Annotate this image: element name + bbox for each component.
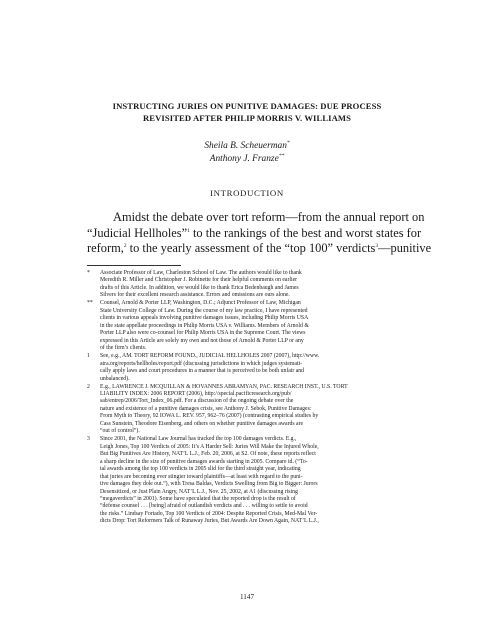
footnote xyxy=(87,300,419,352)
footnote-mark[interactable]: ** xyxy=(278,152,285,159)
footnote-line: nature and existence of a punitive damages crisis, see Anthony J. Sebok, Punitive Damages: xyxy=(100,405,312,412)
footnote-line: that juries are becoming ever stingier toward plaintiffs—at least with regard to the puni- xyxy=(100,473,303,480)
footnote-line: dicts Drop: Tort Reformers Talk of Runaway Juries, But Awards Are Down Again, NAT’L L.J., xyxy=(100,518,319,525)
title-line: INSTRUCTING JURIES ON PUNITIVE DAMAGES: DUE PROCESS xyxy=(112,101,382,111)
title-line: REVISITED AFTER PHILIP MORRIS V. WILLIAMS xyxy=(142,113,351,123)
article-title xyxy=(60,100,434,124)
footnote-line: “out of control”). xyxy=(100,428,140,435)
footnote-marker: 1 xyxy=(87,353,90,360)
body-line: reform,$^2$ to the yearly assessment of the “top 100” verdicts$^3$—punitive xyxy=(87,241,432,255)
footnote-line: cally apply laws and court procedures in a manner that is perceived to be both unfair and xyxy=(100,368,305,375)
author-name: Anthony J. Franze** xyxy=(209,152,285,164)
footnote-line: Since 2001, the National Law Journal has tracked the top 100 damages verdicts. E.g., xyxy=(100,436,297,443)
footnote-line: From Myth to Theory, 92 IOWA L. REV. 957, 962–76 (2007) (contrasting empirical studies by xyxy=(100,413,319,420)
page-number: 1147 xyxy=(239,593,255,601)
footnote-marker: ** xyxy=(87,300,93,307)
author-name: Sheila B. Scheuerman* xyxy=(204,139,290,151)
section-heading: INTRODUCTION xyxy=(210,188,284,198)
footnote xyxy=(87,384,419,436)
footnote-line: sab/entrep/2006/Tort_Index_06.pdf. For a discussion of the ongoing debate over the xyxy=(100,398,294,405)
footnote-mark[interactable]: * xyxy=(286,139,290,146)
footnote-line: unbalanced). xyxy=(100,375,130,382)
footnote-line: LIABILITY INDEX: 2006 REPORT (2006), http://special.pacificresearch.org/pub/ xyxy=(100,391,292,398)
footnote-line: Leigh Jones, Top 100 Verdicts of 2005: It’s A Harder Sell: Juries Will Make the Injured Whole, xyxy=(100,443,319,450)
author-block xyxy=(60,140,434,166)
footnote-line: Desensitized, or Just Plain Angry, NAT’L L.J., Nov. 25, 2002, at A1 (discussing rising xyxy=(100,488,298,495)
footnotes xyxy=(87,270,419,526)
footnote-ref[interactable]: 2 xyxy=(123,242,127,249)
footnote-line: of the firm’s clients. xyxy=(100,345,147,352)
footnote-line: “megaverdicts” in 2001). Some have speculated that the reported drop is the result of xyxy=(100,495,296,502)
footnote-line: the risks.” Lindsay Fortado, Top 100 Verdicts of 2004: Despite Reported Crisis, Med-Mal Ver- xyxy=(100,510,318,517)
footnote-line: expressed in this Article are solely my own and not those of Arnold & Porter LLP or any xyxy=(100,337,304,344)
body-line: “Judicial Hellholes”$^1$ to the rankings of the best and worst states for xyxy=(87,225,422,240)
body-line: Amidst the debate over tort reform—from the annual report on xyxy=(113,210,425,224)
footnote-line: tive damages they dole out.”), with Tresa Baldas, Verdicts Swelling from Big to Bigger: Jurors xyxy=(100,481,318,488)
footnote-line: atra.org/reports/hellholes/report.pdf (discussing jurisdictions in which judges systemati- xyxy=(100,360,303,367)
footnote-line: drafts of this Article. In addition, we would like to thank Erica Bedenbaugh and James xyxy=(100,284,299,291)
footnote-marker: 3 xyxy=(87,436,90,443)
footnote-marker: * xyxy=(87,270,90,276)
body-text xyxy=(87,210,432,257)
footnote xyxy=(87,436,419,525)
footnote-line: Porter LLP also were co-counsel for Philip Morris USA in the Supreme Court. The views xyxy=(100,330,306,337)
footnote-line: tal awards among the top 100 verdicts in 2005 slid for the third straight year, indicating xyxy=(100,466,301,473)
footnote xyxy=(87,353,419,383)
footnote-line: “defense counsel . . . [being] afraid of outlandish verdicts and . . . willing to settle to avoid xyxy=(100,503,308,510)
footnote xyxy=(87,270,419,300)
footnote-ref[interactable]: 1 xyxy=(187,227,190,234)
footnote-line: Meredith R. Miller and Christopher J. Robinette for their helpful comments on earlier xyxy=(100,277,298,284)
footnote-line: Associate Professor of Law, Charleston School of Law. The authors would like to thank xyxy=(100,270,302,276)
footnote-line: Cass Sunstein, Theodore Eisenberg, and others on whether punitive damages awards are xyxy=(100,420,304,427)
footnote-marker: 2 xyxy=(87,383,90,390)
footnote-line: State University College of Law. During the course of my law practice, I have represented xyxy=(100,307,308,314)
footnote-line: See, e.g., AM. TORT REFORM FOUND., JUDICIAL HELLHOLES 2007 (2007), http://www. xyxy=(100,353,320,360)
footnote-divider xyxy=(87,265,181,266)
footnote-line: in the state appellate proceedings in Philip Morris USA v. Williams. Members of Arnold & xyxy=(100,322,309,329)
footnote-line: But Big Punitives Are History, NAT’L L.J., Feb. 20, 2006, at S2. Of note, these reports reflect xyxy=(100,451,316,458)
footnote-ref[interactable]: 3 xyxy=(375,242,379,249)
footnote-line: Counsel, Arnold & Porter LLP, Washington, D.C.; Adjunct Professor of Law, Michigan xyxy=(100,300,301,307)
footnote-line: E.g., LAWRENCE J. MCQUILLAN & HOVANNES ABRAMYAN, PAC. RESEARCH INST., U.S. TORT xyxy=(100,383,348,390)
footnote-line: Silvers for their excellent research assistance. Errors and omissions are ours alone. xyxy=(100,292,290,299)
footnote-line: a sharp decline in the size of punitive damages awards starting in 2005. Compare id. (“To- xyxy=(100,458,308,465)
footnote-line: clients in various appeals involving punitive damages issues, including Philip Morris USA xyxy=(100,315,309,322)
